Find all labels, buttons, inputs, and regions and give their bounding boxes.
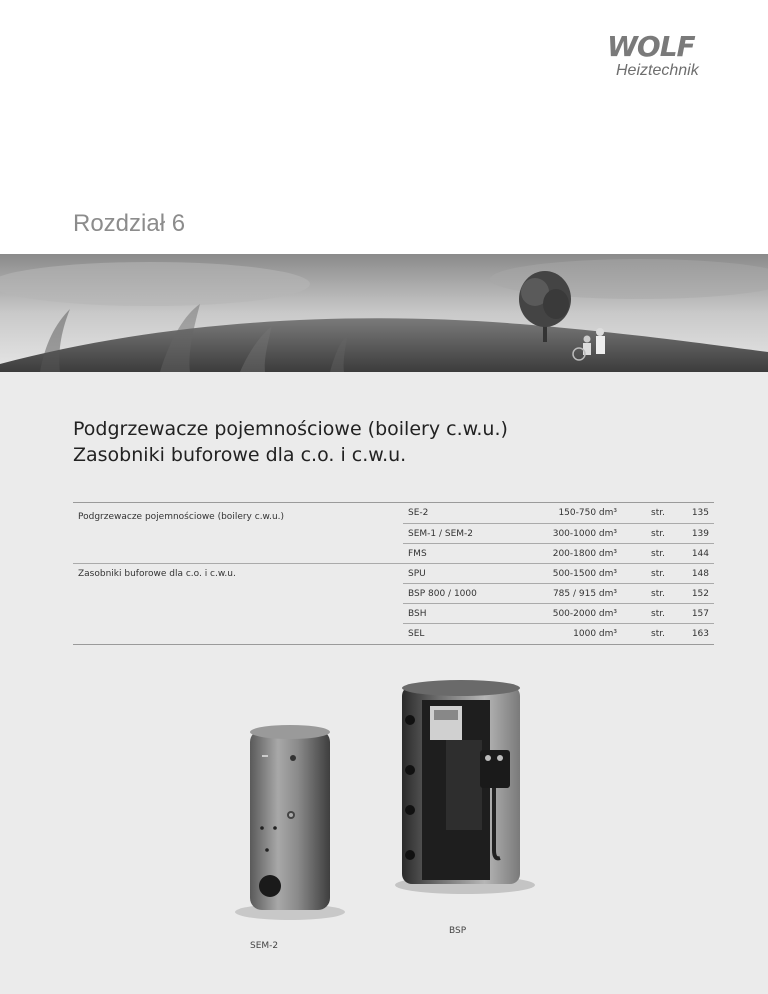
toc-row-str: str.	[651, 529, 665, 539]
toc-row-capacity: 785 / 915 dm³	[552, 589, 617, 599]
toc-row-page: 148	[691, 569, 709, 579]
sem2-caption: SEM-2	[250, 941, 279, 951]
toc-row[interactable]	[403, 503, 714, 523]
toc-row-name: SE-2	[408, 508, 429, 518]
toc-row-capacity: 1000 dm³	[573, 629, 617, 639]
wolf-logo	[607, 30, 715, 83]
toc-row-name: SEL	[408, 629, 425, 639]
toc-row[interactable]	[403, 603, 714, 624]
toc-row-str: str.	[651, 549, 665, 559]
bsp-caption: BSP	[449, 926, 467, 936]
toc-row[interactable]	[403, 543, 714, 564]
heading-line-2: Zasobniki buforowe dla c.o. i c.w.u.	[73, 444, 407, 466]
toc-row-page: 139	[691, 529, 709, 539]
toc-row-capacity: 500-1500 dm³	[552, 569, 617, 579]
toc-row-page: 152	[691, 589, 709, 599]
toc-row-name: FMS	[408, 549, 427, 559]
toc-category: Podgrzewacze pojemnościowe (boilery c.w.u.)	[78, 512, 285, 522]
toc-row[interactable]	[403, 623, 714, 644]
logo-subtitle: Heiztechnik	[616, 62, 699, 79]
toc-row[interactable]	[403, 583, 714, 604]
toc-row-str: str.	[651, 569, 665, 579]
toc-row-str: str.	[651, 629, 665, 639]
bsp-tank-image	[395, 680, 535, 894]
product-images	[0, 660, 768, 994]
toc-row-str: str.	[651, 508, 665, 518]
toc-row-page: 135	[691, 508, 709, 518]
toc-row-capacity: 150-750 dm³	[558, 508, 617, 518]
toc-row[interactable]	[403, 563, 714, 584]
toc-category: Zasobniki buforowe dla c.o. i c.w.u.	[73, 563, 408, 579]
toc-row-str: str.	[651, 589, 665, 599]
toc-row-name: SEM-1 / SEM-2	[408, 529, 474, 539]
toc-row-name: BSH	[408, 609, 427, 619]
toc-row-page: 144	[691, 549, 709, 559]
toc-row-name: BSP 800 / 1000	[408, 589, 477, 599]
toc-row-name: SPU	[408, 569, 426, 579]
logo-wordmark: WOLF	[607, 30, 695, 63]
toc-row-capacity: 200-1800 dm³	[552, 549, 617, 559]
toc-row-capacity: 300-1000 dm³	[552, 529, 617, 539]
heading-line-1: Podgrzewacze pojemnościowe (boilery c.w.u.)	[73, 418, 508, 440]
toc-row-str: str.	[651, 609, 665, 619]
toc-row-capacity: 500-2000 dm³	[552, 609, 617, 619]
toc-row[interactable]	[403, 523, 714, 544]
chapter-title: Rozdział 6	[73, 210, 186, 237]
toc-row-page: 163	[691, 629, 709, 639]
landscape-banner	[0, 254, 768, 372]
toc-row-page: 157	[691, 609, 709, 619]
toc-table	[73, 502, 714, 645]
sem2-tank-image	[235, 725, 345, 920]
section-heading	[73, 416, 508, 468]
